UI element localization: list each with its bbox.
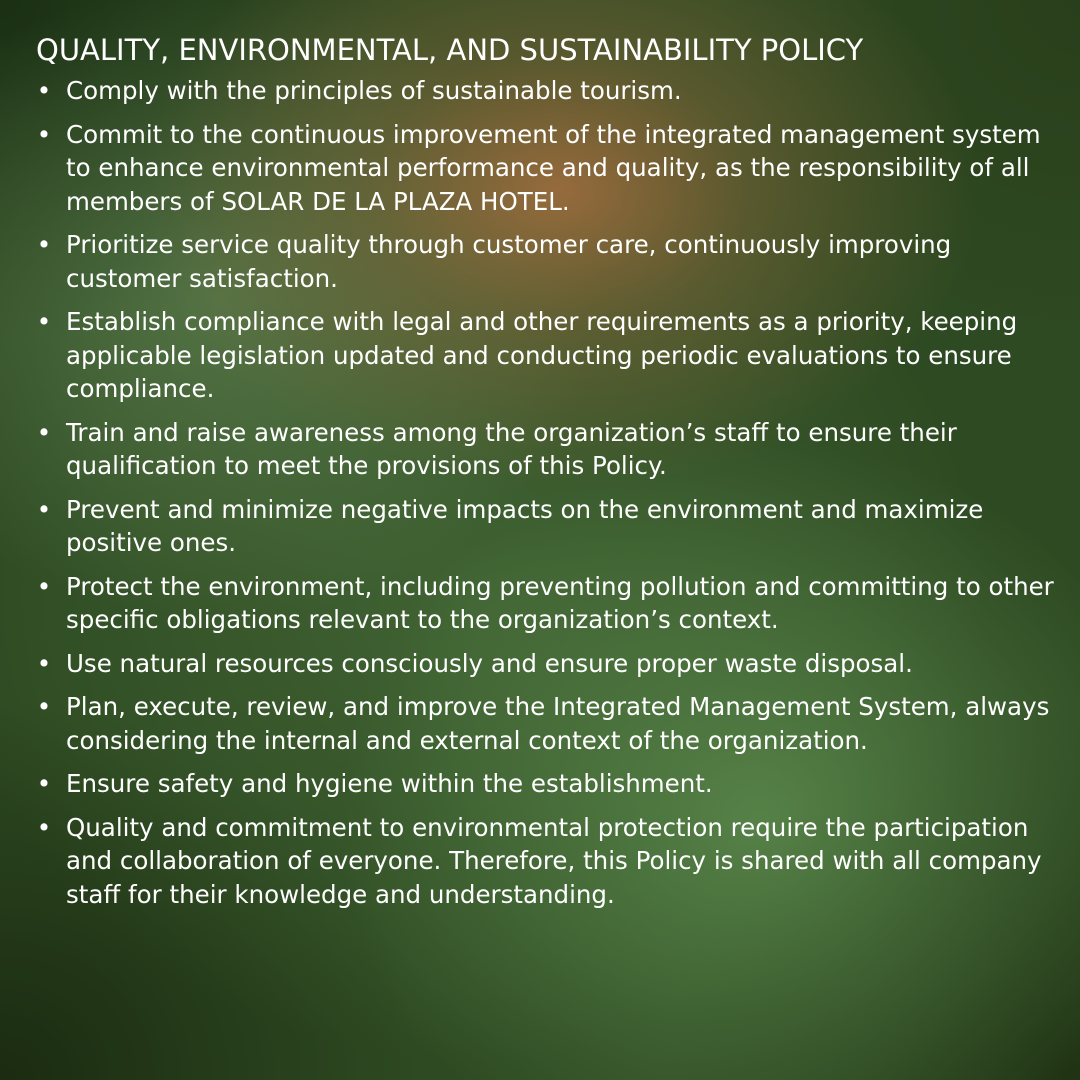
policy-item-natural-resources: [36, 647, 1056, 681]
policy-item-text: Prioritize service quality through customer care, continuously improving customer satisfaction.: [66, 230, 952, 293]
bullet-icon: •: [36, 812, 52, 842]
policy-item-minimize-impacts: [36, 493, 1056, 560]
policy-item-text: Comply with the principles of sustainable tourism.: [66, 76, 682, 105]
policy-item-text: Train and raise awareness among the organization’s staff to ensure their qualification to meet the provisions of this Policy.: [66, 417, 957, 480]
bullet-icon: •: [36, 571, 52, 601]
policy-item-legal-compliance: [36, 305, 1056, 406]
policy-item-sustainable-tourism: [36, 74, 1056, 108]
policy-item-text: Protect the environment, including preventing pollution and committing to other specific obligations relevant to the organization’s context.: [66, 571, 1054, 634]
bullet-icon: •: [36, 119, 52, 149]
policy-title: QUALITY, ENVIRONMENTAL, AND SUSTAINABILITY POLICY: [36, 33, 864, 67]
bullet-icon: •: [36, 648, 52, 678]
bullet-icon: •: [36, 494, 52, 524]
policy-item-text: Quality and commitment to environmental protection require the participation and collaboration of everyone. Therefore, this Policy is shared with all company staff for their knowledge and understanding.: [66, 812, 1042, 909]
policy-item-continuous-improvement: [36, 118, 1056, 219]
bullet-icon: •: [36, 307, 52, 336]
policy-item-text: Commit to the continuous improvement of the integrated management system to enhance environmental performance and quality, as the responsibility of all members of SOLAR DE LA PLAZA HOTEL.: [66, 119, 1041, 216]
bullet-icon: •: [36, 417, 52, 447]
bullet-icon: •: [36, 769, 52, 798]
bullet-icon: •: [36, 692, 52, 721]
policy-item-text: Use natural resources consciously and ensure proper waste disposal.: [66, 648, 913, 678]
policy-item-text: Establish compliance with legal and other requirements as a priority, keeping applicable legislation updated and conducting periodic evaluations to ensure compliance.: [66, 307, 1018, 403]
policy-item-text: Plan, execute, review, and improve the Integrated Management System, always considering the internal and external context of the organization.: [66, 692, 1050, 755]
policy-item-protect-environment: [36, 570, 1056, 637]
policy-item-text: Ensure safety and hygiene within the establishment.: [66, 769, 713, 798]
policy-document: [36, 30, 1056, 921]
policy-item-management-system: [36, 690, 1056, 757]
policy-item-staff-training: [36, 416, 1056, 483]
bullet-icon: •: [36, 76, 52, 105]
policy-item-safety-hygiene: [36, 767, 1056, 801]
policy-item-text: Prevent and minimize negative impacts on the environment and maximize positive ones.: [66, 494, 984, 557]
policy-list: [36, 74, 1056, 911]
policy-item-service-quality: [36, 228, 1056, 295]
bullet-icon: •: [36, 230, 52, 259]
policy-item-participation: [36, 811, 1056, 912]
